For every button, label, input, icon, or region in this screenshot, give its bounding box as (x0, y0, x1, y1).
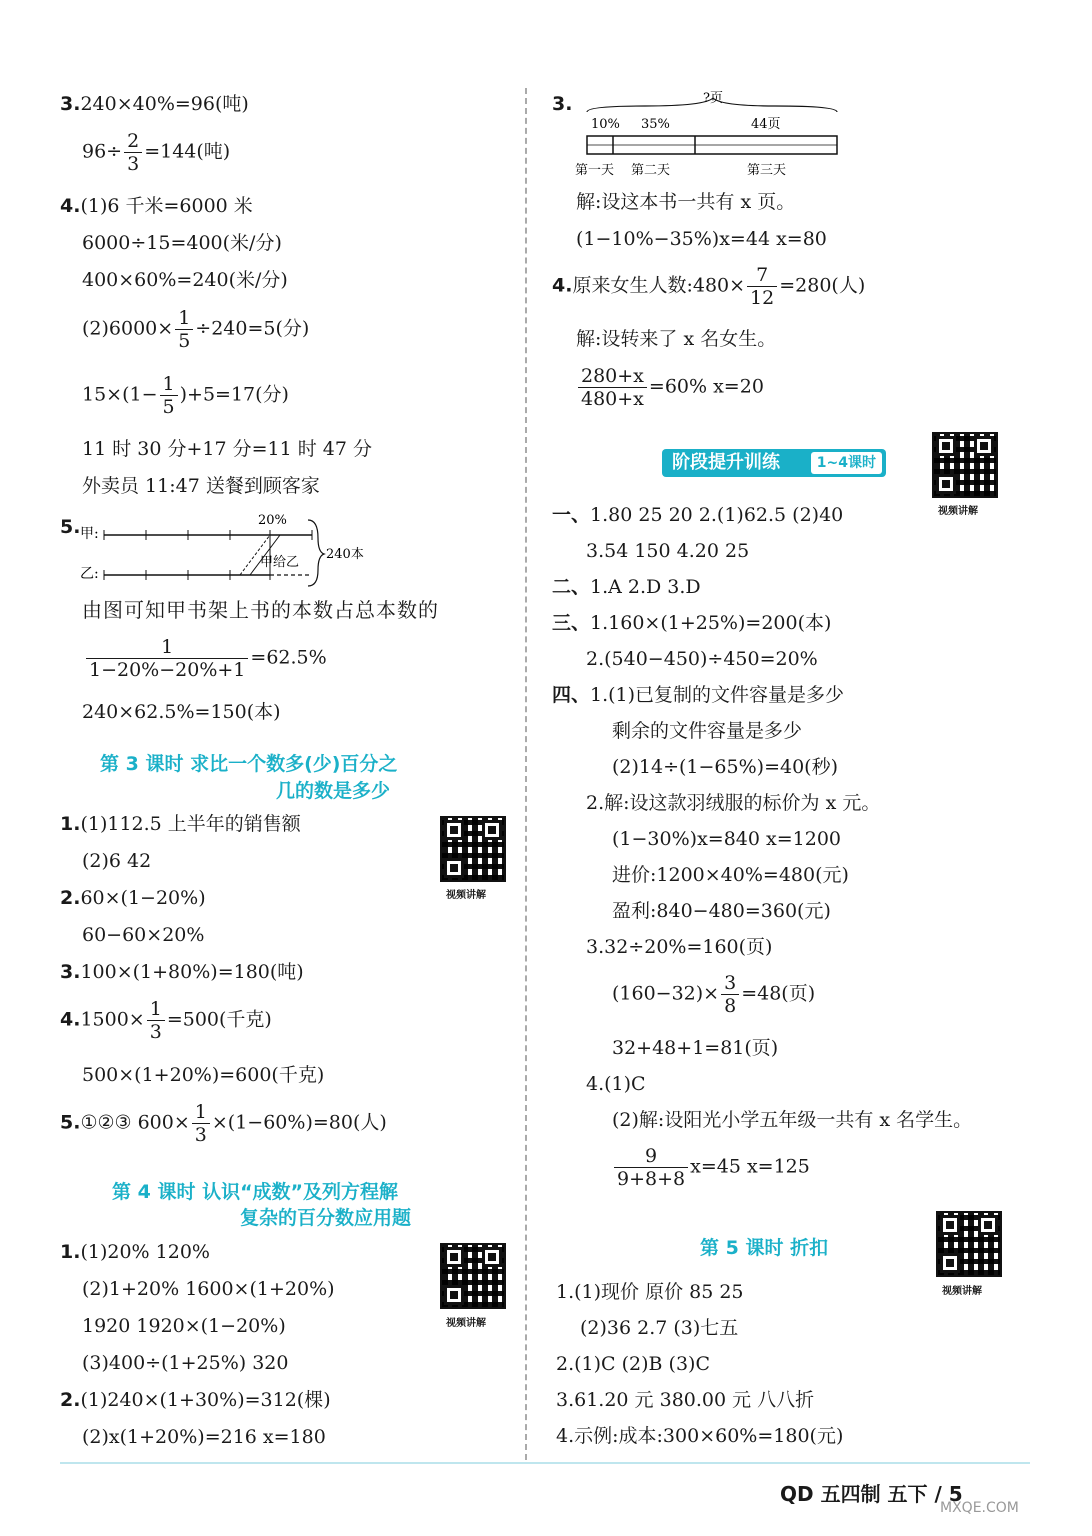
section-4-line3: (2)14÷(1−65%)=40(秒) (612, 756, 838, 778)
l3-answer-4-line2: 500×(1+20%)=600(千克) (82, 1064, 325, 1086)
lesson-3-title: 第 3 课时 求比一个数多(少)百分之 (100, 753, 398, 775)
stage-training-badge: 阶段提升训练 1~4课时 (662, 449, 886, 477)
answer-3-line2: 96÷ $\frac{2}{3}$ =144(吨) (82, 130, 231, 175)
section-1: 一、1.80 25 20 2.(1)62.5 (2)40 (552, 504, 844, 526)
answer-5-line2: 由图可知甲书架上书的本数占总本数的 (82, 598, 439, 622)
section-1-line2: 3.54 150 4.20 25 (586, 540, 750, 562)
answer-5-line3: $\frac{1}{1-20\%-20\%+1}$ =62.5% (84, 636, 327, 681)
r-answer-3-line2: (1−10%−35%)x=44 x=80 (576, 228, 827, 250)
r-answer-3-label: 3. (552, 93, 573, 115)
lesson-4-title: 第 4 课时 认识“成数”及列方程解 (112, 1181, 399, 1203)
section-4-line13: $\frac{9}{9+8+8}$ x=45 x=125 (612, 1145, 810, 1190)
diagram-total-pages: ?页 (703, 91, 723, 106)
answer-4-line2: 6000÷15=400(米/分) (82, 232, 282, 254)
badge-sub: 1~4课时 (811, 452, 882, 474)
l4-answer-1: 1.(1)20% 120% (60, 1241, 210, 1263)
answer-4-line3: 400×60%=240(米/分) (82, 269, 288, 291)
diagram-total: 240本 (326, 547, 364, 562)
watermark: MXQE.COM (940, 1500, 1019, 1516)
section-4-line10: 32+48+1=81(页) (612, 1037, 779, 1059)
diagram-p1: 10% (591, 117, 620, 132)
section-2: 二、1.A 2.D 3.D (552, 576, 701, 598)
lesson-4-title-line2: 复杂的百分数应用题 (240, 1207, 412, 1229)
bookshelf-diagram (80, 508, 380, 588)
answer-4-line4: (2)6000× $\frac{1}{5}$ ÷240=5(分) (82, 307, 310, 352)
diagram-percent: 20% (258, 513, 287, 528)
qr-label: 视频讲解 (446, 890, 486, 901)
diagram-day1: 第一天 (575, 163, 615, 178)
section-4-line7: 盈利:840−480=360(元) (612, 900, 831, 922)
qr-label: 视频讲解 (938, 506, 978, 517)
section-3-line2: 2.(540−450)÷450=20% (586, 648, 818, 670)
l4-answer-2: 2.(1)240×(1+30%)=312(棵) (60, 1389, 331, 1411)
column-divider (525, 88, 527, 1460)
qr-code-icon[interactable] (936, 1211, 1002, 1277)
qr-label: 视频讲解 (942, 1286, 982, 1297)
lesson-3-title-line2: 几的数是多少 (276, 780, 391, 802)
page-footer: QD 五四制 五下 / 5 (780, 1482, 963, 1506)
r-answer-3-line1: 解:设这本书一共有 x 页。 (576, 191, 796, 213)
section-4: 四、1.(1)已复制的文件容量是多少 (552, 684, 845, 706)
section-4-line6: 进价:1200×40%=480(元) (612, 864, 849, 886)
diagram-day3: 第三天 (747, 163, 787, 178)
l5-answer-1-line2: (2)36 2.7 (3)七五 (580, 1317, 739, 1339)
l4-answer-1-line3: 1920 1920×(1−20%) (82, 1315, 286, 1337)
section-4-line5: (1−30%)x=840 x=1200 (612, 828, 841, 850)
qr-code-icon[interactable] (440, 1243, 506, 1309)
qr-code-icon[interactable] (440, 816, 506, 882)
section-4-line12: (2)解:设阳光小学五年级一共有 x 名学生。 (612, 1109, 973, 1131)
l3-answer-2-line2: 60−60×20% (82, 924, 205, 946)
section-4-line9: (160−32)× $\frac{3}{8}$ =48(页) (612, 972, 816, 1017)
l3-answer-5: 5.①②③ 600× $\frac{1}{3}$ ×(1−60%)=80(人) (60, 1101, 387, 1146)
l3-answer-1: 1.(1)112.5 上半年的销售额 (60, 813, 301, 835)
lesson-5-title: 第 5 课时 折扣 (700, 1237, 829, 1259)
diagram-day2: 第二天 (631, 163, 671, 178)
section-4-line2: 剩余的文件容量是多少 (612, 720, 803, 742)
l5-answer-4: 4.示例:成本:300×60%=180(元) (556, 1425, 844, 1447)
r-answer-4: 4.原来女生人数:480× $\frac{7}{12}$ =280(人) (552, 264, 866, 309)
diagram-p2: 35% (641, 117, 670, 132)
l3-answer-3: 3.100×(1+80%)=180(吨) (60, 961, 304, 983)
l5-answer-2: 2.(1)C (2)B (3)C (556, 1353, 710, 1375)
footer-rule (60, 1462, 1030, 1464)
diagram-label-yi: 乙: (80, 566, 99, 582)
answer-4-line7: 外卖员 11:47 送餐到顾客家 (82, 475, 320, 497)
answer-4-line6: 11 时 30 分+17 分=11 时 47 分 (82, 438, 373, 460)
l5-answer-1: 1.(1)现价 原价 85 25 (556, 1281, 744, 1303)
book-pages-diagram (575, 88, 845, 178)
answer-4-line5: 15×(1− $\frac{1}{5}$ )+5=17(分) (82, 373, 289, 418)
l3-answer-4: 4.1500× $\frac{1}{3}$ =500(千克) (60, 998, 272, 1043)
qr-code-icon[interactable] (932, 432, 998, 498)
qr-label: 视频讲解 (446, 1318, 486, 1329)
answer-4: 4.(1)6 千米=6000 米 (60, 195, 253, 217)
answer-5-label: 5. (60, 516, 81, 538)
r-answer-4-line3: $\frac{280+x}{480+x}$ =60% x=20 (576, 365, 764, 410)
section-3: 三、1.160×(1+25%)=200(本) (552, 612, 832, 634)
l4-answer-1-line2: (2)1+20% 1600×(1+20%) (82, 1278, 335, 1300)
r-answer-4-line2: 解:设转来了 x 名女生。 (576, 328, 777, 350)
answer-3: 3.240×40%=96(吨) (60, 93, 249, 115)
section-4-line4: 2.解:设这款羽绒服的标价为 x 元。 (586, 792, 881, 814)
l5-answer-3: 3.61.20 元 380.00 元 八八折 (556, 1389, 815, 1411)
section-4-line11: 4.(1)C (586, 1073, 646, 1095)
section-4-line8: 3.32÷20%=160(页) (586, 936, 773, 958)
l4-answer-2-line2: (2)x(1+20%)=216 x=180 (82, 1426, 326, 1448)
diagram-p3: 44页 (751, 117, 781, 132)
l4-answer-1-line4: (3)400÷(1+25%) 320 (82, 1352, 289, 1374)
l3-answer-2: 2.60×(1−20%) (60, 887, 206, 909)
l3-answer-1-line2: (2)6 42 (82, 850, 152, 872)
diagram-label-jia: 甲: (80, 526, 99, 542)
answer-5-line4: 240×62.5%=150(本) (82, 701, 281, 723)
diagram-give: 甲给乙 (260, 555, 300, 570)
